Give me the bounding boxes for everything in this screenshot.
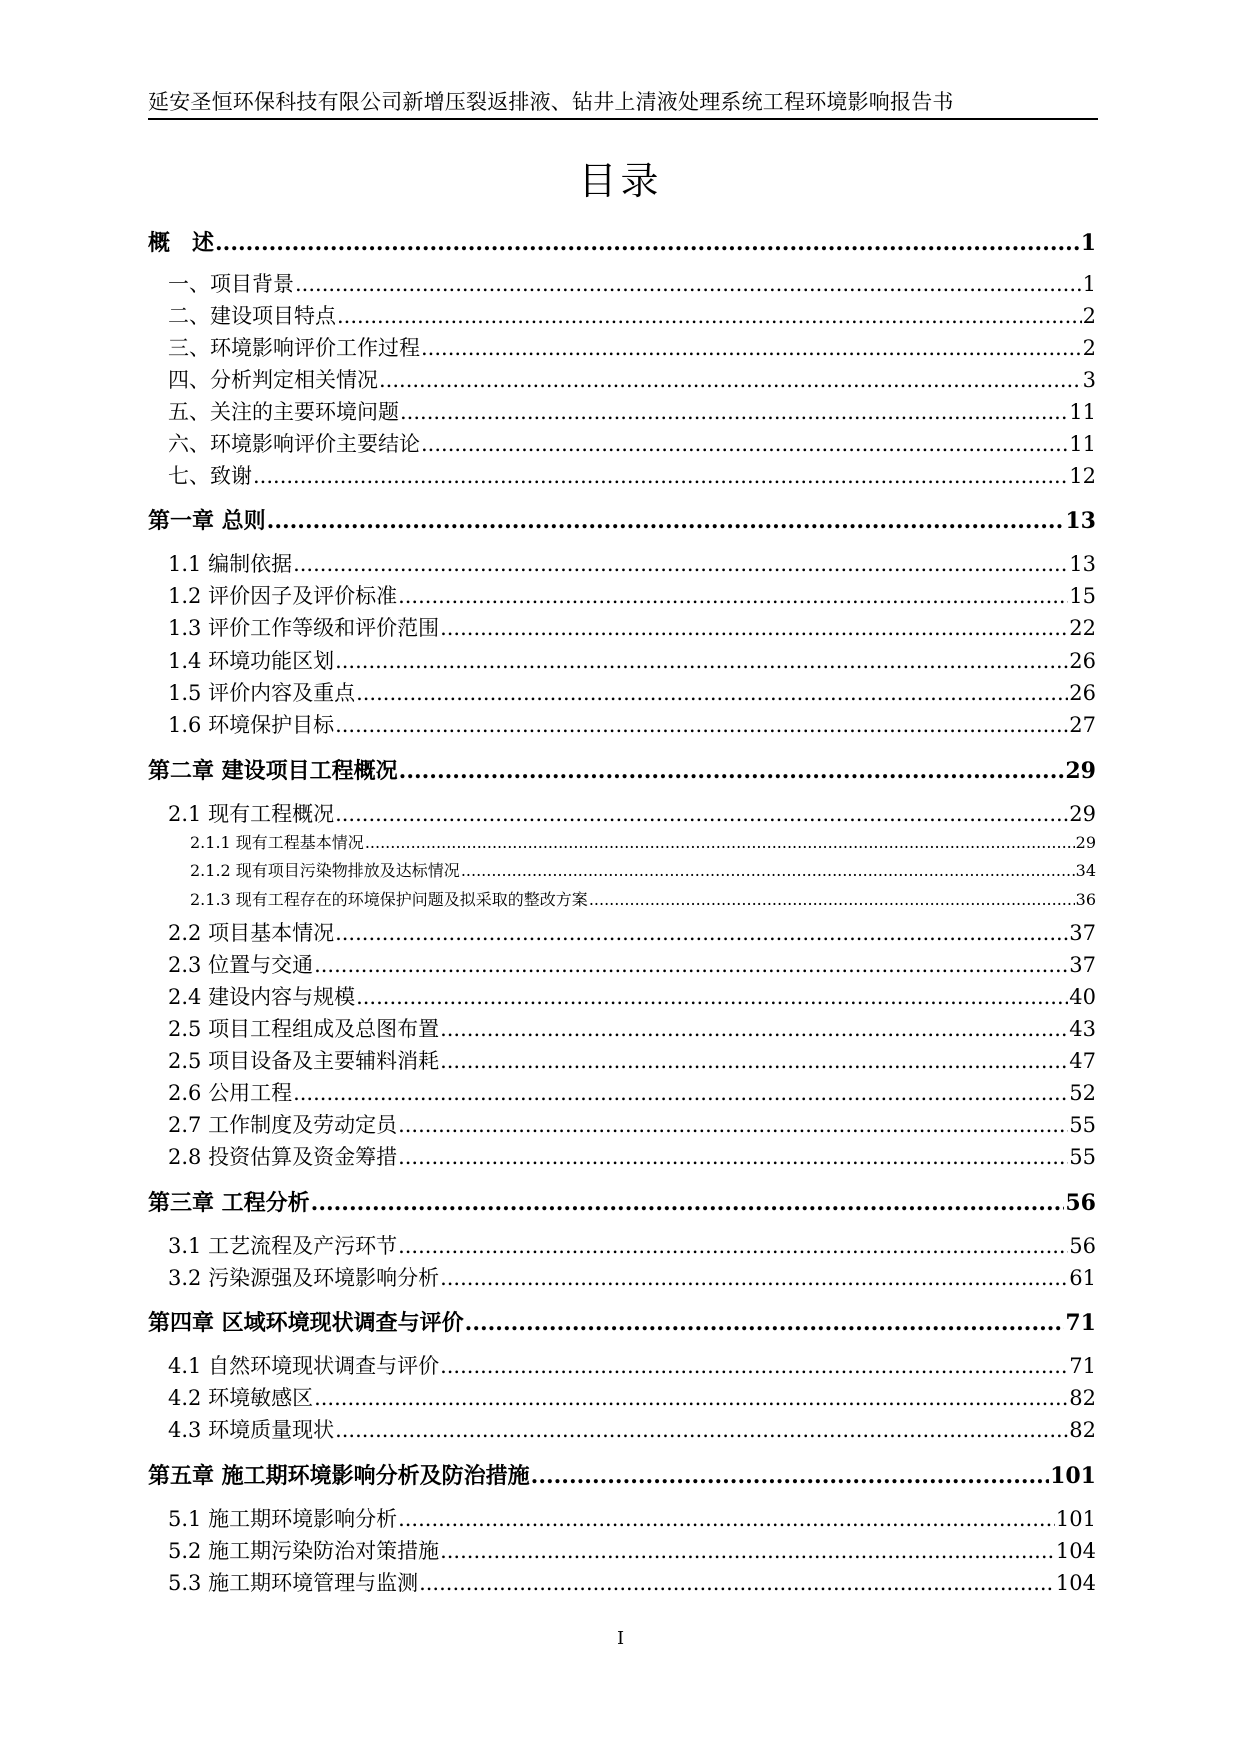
toc-entry-page: 40 xyxy=(1069,985,1096,1009)
toc-entry-label: 2.5 项目设备及主要辅料消耗 xyxy=(168,1049,440,1073)
toc-leader-dots xyxy=(253,464,1068,488)
toc-entry-page: 101 xyxy=(1050,1463,1096,1489)
toc-entry-page: 101 xyxy=(1055,1507,1096,1531)
toc-chapter-entry[interactable] xyxy=(148,504,1096,535)
toc-entry-label: 1.6 环境保护目标 xyxy=(168,713,335,737)
toc-entry-label: 1.2 评价因子及评价标准 xyxy=(168,584,398,608)
toc-leader-dots xyxy=(440,1354,1068,1378)
toc-section-entry[interactable] xyxy=(168,677,1096,707)
toc-leader-dots xyxy=(267,508,1065,534)
toc-entry-label: 第一章 总则 xyxy=(148,508,266,534)
toc-leader-dots xyxy=(440,1049,1068,1073)
toc-entry-page: 22 xyxy=(1069,616,1096,640)
toc-entry-label: 第五章 施工期环境影响分析及防治措施 xyxy=(148,1463,530,1489)
toc-entry-label: 1.4 环境功能区划 xyxy=(168,649,335,673)
toc-section-entry[interactable] xyxy=(168,1350,1096,1380)
toc-section-entry[interactable] xyxy=(168,1013,1096,1043)
toc-entry-page: 55 xyxy=(1069,1113,1096,1137)
toc-leader-dots xyxy=(465,1310,1065,1336)
toc-leader-dots xyxy=(440,1266,1068,1290)
toc-entry-label: 2.1.3 现有工程存在的环境保护问题及拟采取的整改方案 xyxy=(190,890,588,909)
toc-section-entry[interactable] xyxy=(168,580,1096,610)
toc-leader-dots xyxy=(356,681,1068,705)
toc-section-entry[interactable] xyxy=(168,1077,1096,1107)
toc-entry-label: 2.3 位置与交通 xyxy=(168,953,314,977)
toc-entry-page: 37 xyxy=(1069,953,1096,977)
toc-leader-dots xyxy=(314,953,1068,977)
toc-section-entry[interactable] xyxy=(168,1535,1096,1565)
toc-leader-dots xyxy=(335,713,1068,737)
toc-section-entry[interactable] xyxy=(168,1414,1096,1444)
toc-entry-label: 4.1 自然环境现状调查与评价 xyxy=(168,1354,440,1378)
toc-section-entry[interactable] xyxy=(168,612,1096,642)
toc-entry-label: 2.1 现有工程概况 xyxy=(168,802,335,826)
toc-entry-page: 29 xyxy=(1075,833,1096,852)
toc-leader-dots xyxy=(365,833,1075,852)
toc-leader-dots xyxy=(215,230,1080,256)
toc-entry-page: 104 xyxy=(1055,1571,1096,1595)
toc-entry-page: 82 xyxy=(1069,1386,1096,1410)
toc-section-entry[interactable] xyxy=(168,1503,1096,1533)
toc-leader-dots xyxy=(400,400,1068,424)
toc-entry-page: 82 xyxy=(1069,1418,1096,1442)
toc-entry-label: 2.5 项目工程组成及总图布置 xyxy=(168,1017,440,1041)
toc-leader-dots xyxy=(461,861,1075,880)
toc-section-entry[interactable] xyxy=(168,798,1096,828)
page-number: I xyxy=(616,1628,625,1649)
toc-section-entry[interactable] xyxy=(168,709,1096,739)
toc-section-entry[interactable] xyxy=(168,1382,1096,1412)
toc-entry-label: 5.1 施工期环境影响分析 xyxy=(168,1507,398,1531)
toc-leader-dots xyxy=(440,1017,1068,1041)
toc-entry-page: 2 xyxy=(1082,304,1096,328)
toc-entry-page: 71 xyxy=(1065,1310,1096,1336)
toc-title: 目录 xyxy=(578,159,663,203)
toc-entry-page: 37 xyxy=(1069,921,1096,945)
toc-entry-label: 2.8 投资估算及资金筹措 xyxy=(168,1145,398,1169)
toc-entry-page: 104 xyxy=(1055,1539,1096,1563)
toc-entry-page: 26 xyxy=(1069,649,1096,673)
toc-subsection-entry[interactable] xyxy=(190,830,1096,853)
toc-entry-label: 第四章 区域环境现状调查与评价 xyxy=(148,1310,464,1336)
toc-chapter-entry[interactable] xyxy=(148,226,1096,257)
toc-entry-page: 13 xyxy=(1065,508,1096,534)
toc-chapter-entry[interactable] xyxy=(148,1306,1096,1337)
toc-leader-dots xyxy=(335,921,1068,945)
toc-entry-page: 27 xyxy=(1069,713,1096,737)
toc-entry-label: 2.1.2 现有项目污染物排放及达标情况 xyxy=(190,861,460,880)
toc-entry-label: 5.2 施工期污染防治对策措施 xyxy=(168,1539,440,1563)
toc-leader-dots xyxy=(293,1081,1068,1105)
toc-entry-label: 1.5 评价内容及重点 xyxy=(168,681,356,705)
toc-section-entry[interactable] xyxy=(168,981,1096,1011)
toc-entry-label: 4.2 环境敏感区 xyxy=(168,1386,314,1410)
toc-entry-label: 1.1 编制依据 xyxy=(168,552,293,576)
toc-leader-dots xyxy=(421,432,1068,456)
toc-entry-page: 71 xyxy=(1069,1354,1096,1378)
toc-entry-page: 52 xyxy=(1069,1081,1096,1105)
toc-entry-page: 13 xyxy=(1069,552,1096,576)
toc-entry-label: 三、环境影响评价工作过程 xyxy=(168,336,420,360)
toc-entry-page: 26 xyxy=(1069,681,1096,705)
toc-leader-dots xyxy=(531,1463,1049,1489)
toc-section-entry[interactable] xyxy=(168,1230,1096,1260)
toc-subsection-entry[interactable] xyxy=(190,887,1096,910)
toc-leader-dots xyxy=(335,649,1068,673)
toc-section-entry[interactable] xyxy=(168,300,1096,330)
toc-entry-page: 1 xyxy=(1082,272,1096,296)
toc-chapter-entry[interactable] xyxy=(148,754,1096,785)
page-header: 延安圣恒环保科技有限公司新增压裂返排液、钻井上清液处理系统工程环境影响报告书 xyxy=(148,90,954,114)
toc-entry-page: 3 xyxy=(1082,368,1096,392)
toc-entry-page: 15 xyxy=(1069,584,1096,608)
toc-entry-label: 2.6 公用工程 xyxy=(168,1081,293,1105)
toc-leader-dots xyxy=(421,336,1082,360)
toc-entry-label: 七、致谢 xyxy=(168,464,252,488)
toc-entry-label: 2.1.1 现有工程基本情况 xyxy=(190,833,364,852)
toc-leader-dots xyxy=(589,890,1075,909)
toc-entry-label: 五、关注的主要环境问题 xyxy=(168,400,399,424)
toc-entry-label: 四、分析判定相关情况 xyxy=(168,368,378,392)
toc-leader-dots xyxy=(356,985,1068,1009)
toc-entry-page: 55 xyxy=(1069,1145,1096,1169)
toc-section-entry[interactable] xyxy=(168,1109,1096,1139)
toc-entry-page: 11 xyxy=(1069,400,1096,424)
toc-section-entry[interactable] xyxy=(168,1567,1096,1597)
toc-entry-label: 第三章 工程分析 xyxy=(148,1190,310,1216)
header-divider xyxy=(148,118,1098,120)
toc-chapter-entry[interactable] xyxy=(148,1459,1096,1490)
toc-leader-dots xyxy=(335,802,1068,826)
toc-entry-page: 1 xyxy=(1080,230,1096,256)
toc-leader-dots xyxy=(337,304,1082,328)
toc-leader-dots xyxy=(335,1418,1068,1442)
toc-leader-dots xyxy=(399,758,1065,784)
toc-entry-page: 61 xyxy=(1069,1266,1096,1290)
toc-entry-page: 12 xyxy=(1069,464,1096,488)
toc-subsection-entry[interactable] xyxy=(190,858,1096,881)
toc-section-entry[interactable] xyxy=(168,548,1096,578)
toc-section-entry[interactable] xyxy=(168,1262,1096,1292)
toc-chapter-entry[interactable] xyxy=(148,1186,1096,1217)
toc-section-entry[interactable] xyxy=(168,917,1096,947)
toc-leader-dots xyxy=(398,1507,1055,1531)
toc-entry-label: 第二章 建设项目工程概况 xyxy=(148,758,398,784)
toc-section-entry[interactable] xyxy=(168,268,1096,298)
toc-entry-page: 43 xyxy=(1069,1017,1096,1041)
toc-section-entry[interactable] xyxy=(168,332,1096,362)
toc-entry-page: 36 xyxy=(1075,890,1096,909)
toc-entry-label: 5.3 施工期环境管理与监测 xyxy=(168,1571,419,1595)
toc-section-entry[interactable] xyxy=(168,396,1096,426)
toc-entry-page: 29 xyxy=(1065,758,1096,784)
toc-leader-dots xyxy=(379,368,1082,392)
toc-section-entry[interactable] xyxy=(168,428,1096,458)
toc-section-entry[interactable] xyxy=(168,645,1096,675)
toc-entry-label: 二、建设项目特点 xyxy=(168,304,336,328)
toc-entry-page: 11 xyxy=(1069,432,1096,456)
toc-section-entry[interactable] xyxy=(168,364,1096,394)
toc-leader-dots xyxy=(440,616,1068,640)
toc-entry-page: 29 xyxy=(1069,802,1096,826)
toc-entry-label: 六、环境影响评价主要结论 xyxy=(168,432,420,456)
toc-leader-dots xyxy=(311,1190,1065,1216)
toc-entry-label: 4.3 环境质量现状 xyxy=(168,1418,335,1442)
toc-entry-label: 2.2 项目基本情况 xyxy=(168,921,335,945)
toc-leader-dots xyxy=(398,584,1068,608)
toc-entry-label: 3.2 污染源强及环境影响分析 xyxy=(168,1266,440,1290)
toc-leader-dots xyxy=(314,1386,1068,1410)
toc-entry-label: 1.3 评价工作等级和评价范围 xyxy=(168,616,440,640)
toc-section-entry[interactable] xyxy=(168,460,1096,490)
toc-entry-page: 34 xyxy=(1075,861,1096,880)
toc-section-entry[interactable] xyxy=(168,949,1096,979)
toc-entry-page: 56 xyxy=(1069,1234,1096,1258)
toc-leader-dots xyxy=(293,552,1068,576)
toc-leader-dots xyxy=(398,1113,1068,1137)
toc-entry-page: 2 xyxy=(1082,336,1096,360)
toc-entry-label: 2.4 建设内容与规模 xyxy=(168,985,356,1009)
toc-section-entry[interactable] xyxy=(168,1045,1096,1075)
toc-entry-label: 概 述 xyxy=(148,230,215,256)
toc-leader-dots xyxy=(419,1571,1055,1595)
toc-leader-dots xyxy=(295,272,1082,296)
toc-entry-page: 56 xyxy=(1065,1190,1096,1216)
toc-leader-dots xyxy=(398,1145,1068,1169)
toc-section-entry[interactable] xyxy=(168,1141,1096,1171)
toc-leader-dots xyxy=(398,1234,1068,1258)
toc-leader-dots xyxy=(440,1539,1055,1563)
toc-entry-label: 3.1 工艺流程及产污环节 xyxy=(168,1234,398,1258)
toc-entry-label: 2.7 工作制度及劳动定员 xyxy=(168,1113,398,1137)
toc-entry-page: 47 xyxy=(1069,1049,1096,1073)
toc-entry-label: 一、项目背景 xyxy=(168,272,294,296)
